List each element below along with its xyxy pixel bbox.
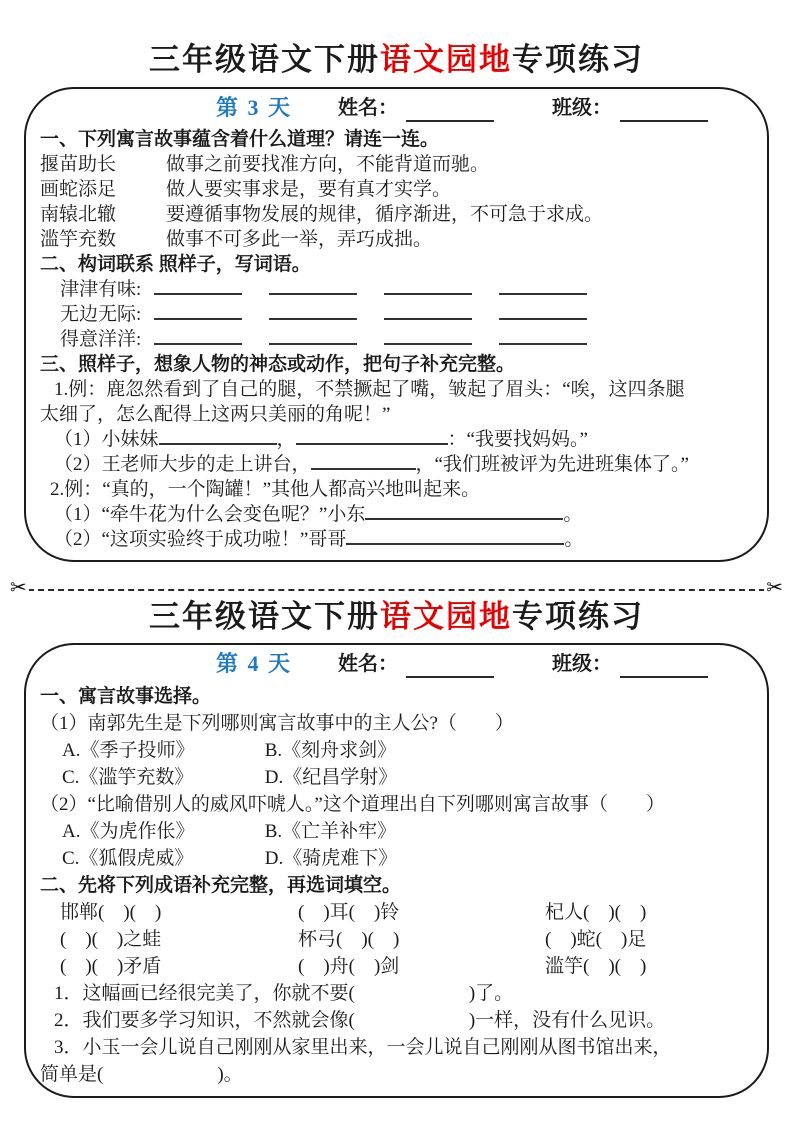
day-label: 第 3 天: [216, 94, 293, 120]
blank-line: [311, 456, 416, 470]
fill-in-question: 3．小玉一会儿说自己刚刚从家里出来，一会儿说自己刚刚从图书馆出来，: [54, 1037, 672, 1059]
blank-line: [269, 331, 357, 345]
choice-options-row: [40, 818, 755, 845]
choice-option: C.《狐假虎威》: [62, 848, 194, 870]
title-suffix: 专项练习: [512, 598, 644, 634]
choice-option: D.《纪昌学射》: [264, 767, 398, 789]
section-1-title: 一、下列寓言故事蕴含着什么道理？请连一连。: [40, 128, 440, 150]
example-sentence-line: 2.例：“真的，一个陶罐！”其他人都高兴地叫起来。: [50, 478, 481, 500]
idiom-grid-row: [40, 899, 755, 926]
choice-option: B.《刻舟求剑》: [264, 740, 397, 762]
title-suffix: 专项练习: [512, 42, 644, 77]
match-row: [40, 202, 755, 227]
title-prefix: 三年级语文下册: [149, 598, 380, 634]
completion-question: （2）“这项实验终于成功啦！”哥哥 。: [54, 528, 584, 550]
class-label: 班级：: [552, 653, 613, 676]
idiom-cell: 滥竽( )( ): [545, 956, 647, 978]
section-1-title: 一、寓言故事选择。: [40, 686, 212, 708]
choice-options-row: [40, 845, 755, 872]
blank-line: [384, 331, 472, 345]
sheet-day4: [24, 643, 769, 1098]
class-label: 班级：: [552, 96, 613, 119]
choice-question: （2）“比喻借别人的威风吓唬人。”这个道理出自下列哪则寓言故事（ ）: [40, 794, 665, 816]
choice-option: A.《季子投师》: [62, 740, 195, 762]
class-blank-line: [620, 106, 708, 122]
word-pattern-row: [40, 277, 755, 302]
idiom-cell: ( )耳( )铃: [298, 902, 400, 924]
idiom-cell: ( )( )矛盾: [60, 956, 162, 978]
choice-question: （1）南郭先生是下列哪则寓言故事中的主人公?（ ）: [40, 713, 514, 735]
cut-line: [8, 574, 785, 599]
blank-line: [384, 306, 472, 320]
title-highlight: 语文园地: [380, 42, 512, 77]
blank-line: [346, 531, 564, 545]
example-sentence-line: 太细了，怎么配得上这两只美丽的角呢！”: [40, 403, 391, 425]
idiom-cell: ( )( )之蛙: [60, 929, 162, 951]
worksheet-title-top: [0, 0, 793, 78]
sheet-day3-header: [40, 94, 755, 122]
blank-line: [384, 281, 472, 295]
fill-in-question: 2．我们要多学习知识，不然就会像( )一样，没有什么见识。: [54, 1010, 666, 1032]
title-prefix: 三年级语文下册: [149, 42, 380, 77]
choice-option: C.《滥竽充数》: [62, 767, 194, 789]
name-blank-line: [406, 106, 494, 122]
title-highlight: 语文园地: [380, 598, 512, 634]
match-meaning: 做人要实事求是，要有真才实学。: [166, 178, 452, 200]
idiom-grid-row: [40, 953, 755, 980]
section-3-title: 三、照样子，想象人物的神态或动作，把句子补充完整。: [40, 353, 516, 375]
blank-line: [154, 331, 242, 345]
name-blank-line: [406, 662, 494, 678]
blank-line: [499, 281, 587, 295]
word-pattern-label: 无边无际:: [60, 303, 142, 325]
name-label: 姓名：: [338, 653, 399, 676]
match-meaning: 做事不可多此一举，弄巧成拙。: [166, 228, 433, 250]
worksheet-title-bottom: [0, 591, 793, 635]
scissors-icon: ✂: [10, 574, 27, 599]
blank-line: [154, 281, 242, 295]
match-meaning: 要遵循事物发展的规律，循序渐进，不可急于求成。: [166, 203, 604, 225]
blank-line: [269, 306, 357, 320]
match-meaning: 做事之前要找准方向，不能背道而驰。: [166, 153, 490, 175]
choice-options-row: [40, 764, 755, 791]
word-pattern-row: [40, 327, 755, 352]
choice-option: A.《为虎作伥》: [62, 821, 195, 843]
match-row: [40, 177, 755, 202]
match-idiom: 滥竽充数: [40, 228, 117, 250]
choice-option: D.《骑虎难下》: [264, 848, 398, 870]
scissors-icon: ✂: [766, 574, 783, 599]
name-label: 姓名：: [338, 96, 399, 119]
match-idiom: 画蛇添足: [40, 178, 117, 200]
completion-question: （1）“牵牛花为什么会变色呢？”小东 。: [54, 503, 583, 525]
choice-option: B.《亡羊补牢》: [264, 821, 397, 843]
idiom-cell: ( )舟( )剑: [298, 956, 400, 978]
idiom-cell: 邯郸( )( ): [60, 902, 162, 924]
blank-line: [154, 306, 242, 320]
example-sentence-line: 1.例：鹿忽然看到了自己的腿，不禁撅起了嘴，皱起了眉头：“唉，这四条腿: [54, 378, 685, 400]
match-row: [40, 227, 755, 252]
blank-line: [296, 431, 448, 445]
idiom-cell: 杞人( )( ): [545, 902, 647, 924]
idiom-grid-row: [40, 926, 755, 953]
day-label: 第 4 天: [216, 651, 293, 677]
sheet-day3: [24, 87, 769, 562]
idiom-cell: ( )蛇( )足: [545, 929, 647, 951]
fill-in-question-continuation: 简单是( )。: [40, 1064, 243, 1086]
blank-line: [365, 506, 563, 520]
blank-line: [159, 431, 277, 445]
sheet-day4-header: [40, 650, 755, 678]
completion-question: （1）小妹妹 ， ：“我要找妈妈。”: [54, 428, 588, 450]
blank-line: [499, 331, 587, 345]
section-2-title: 二、先将下列成语补充完整，再选词填空。: [40, 875, 402, 897]
blank-line: [269, 281, 357, 295]
section-2-title: 二、构词联系 照样子，写词语。: [40, 253, 311, 275]
blank-line: [499, 306, 587, 320]
word-pattern-label: 得意洋洋:: [60, 328, 142, 350]
word-pattern-label: 津津有味:: [60, 278, 142, 300]
class-blank-line: [620, 662, 708, 678]
fill-in-question: 1．这幅画已经很完美了，你就不要( )了。: [54, 983, 514, 1005]
idiom-cell: 杯弓( )( ): [298, 929, 400, 951]
match-idiom: 南辕北辙: [40, 203, 117, 225]
choice-options-row: [40, 737, 755, 764]
match-row: [40, 152, 755, 177]
completion-question: （2）王老师大步的走上讲台， ，“我们班被评为先进班集体了。”: [54, 453, 689, 475]
word-pattern-row: [40, 302, 755, 327]
match-idiom: 揠苗助长: [40, 153, 117, 175]
